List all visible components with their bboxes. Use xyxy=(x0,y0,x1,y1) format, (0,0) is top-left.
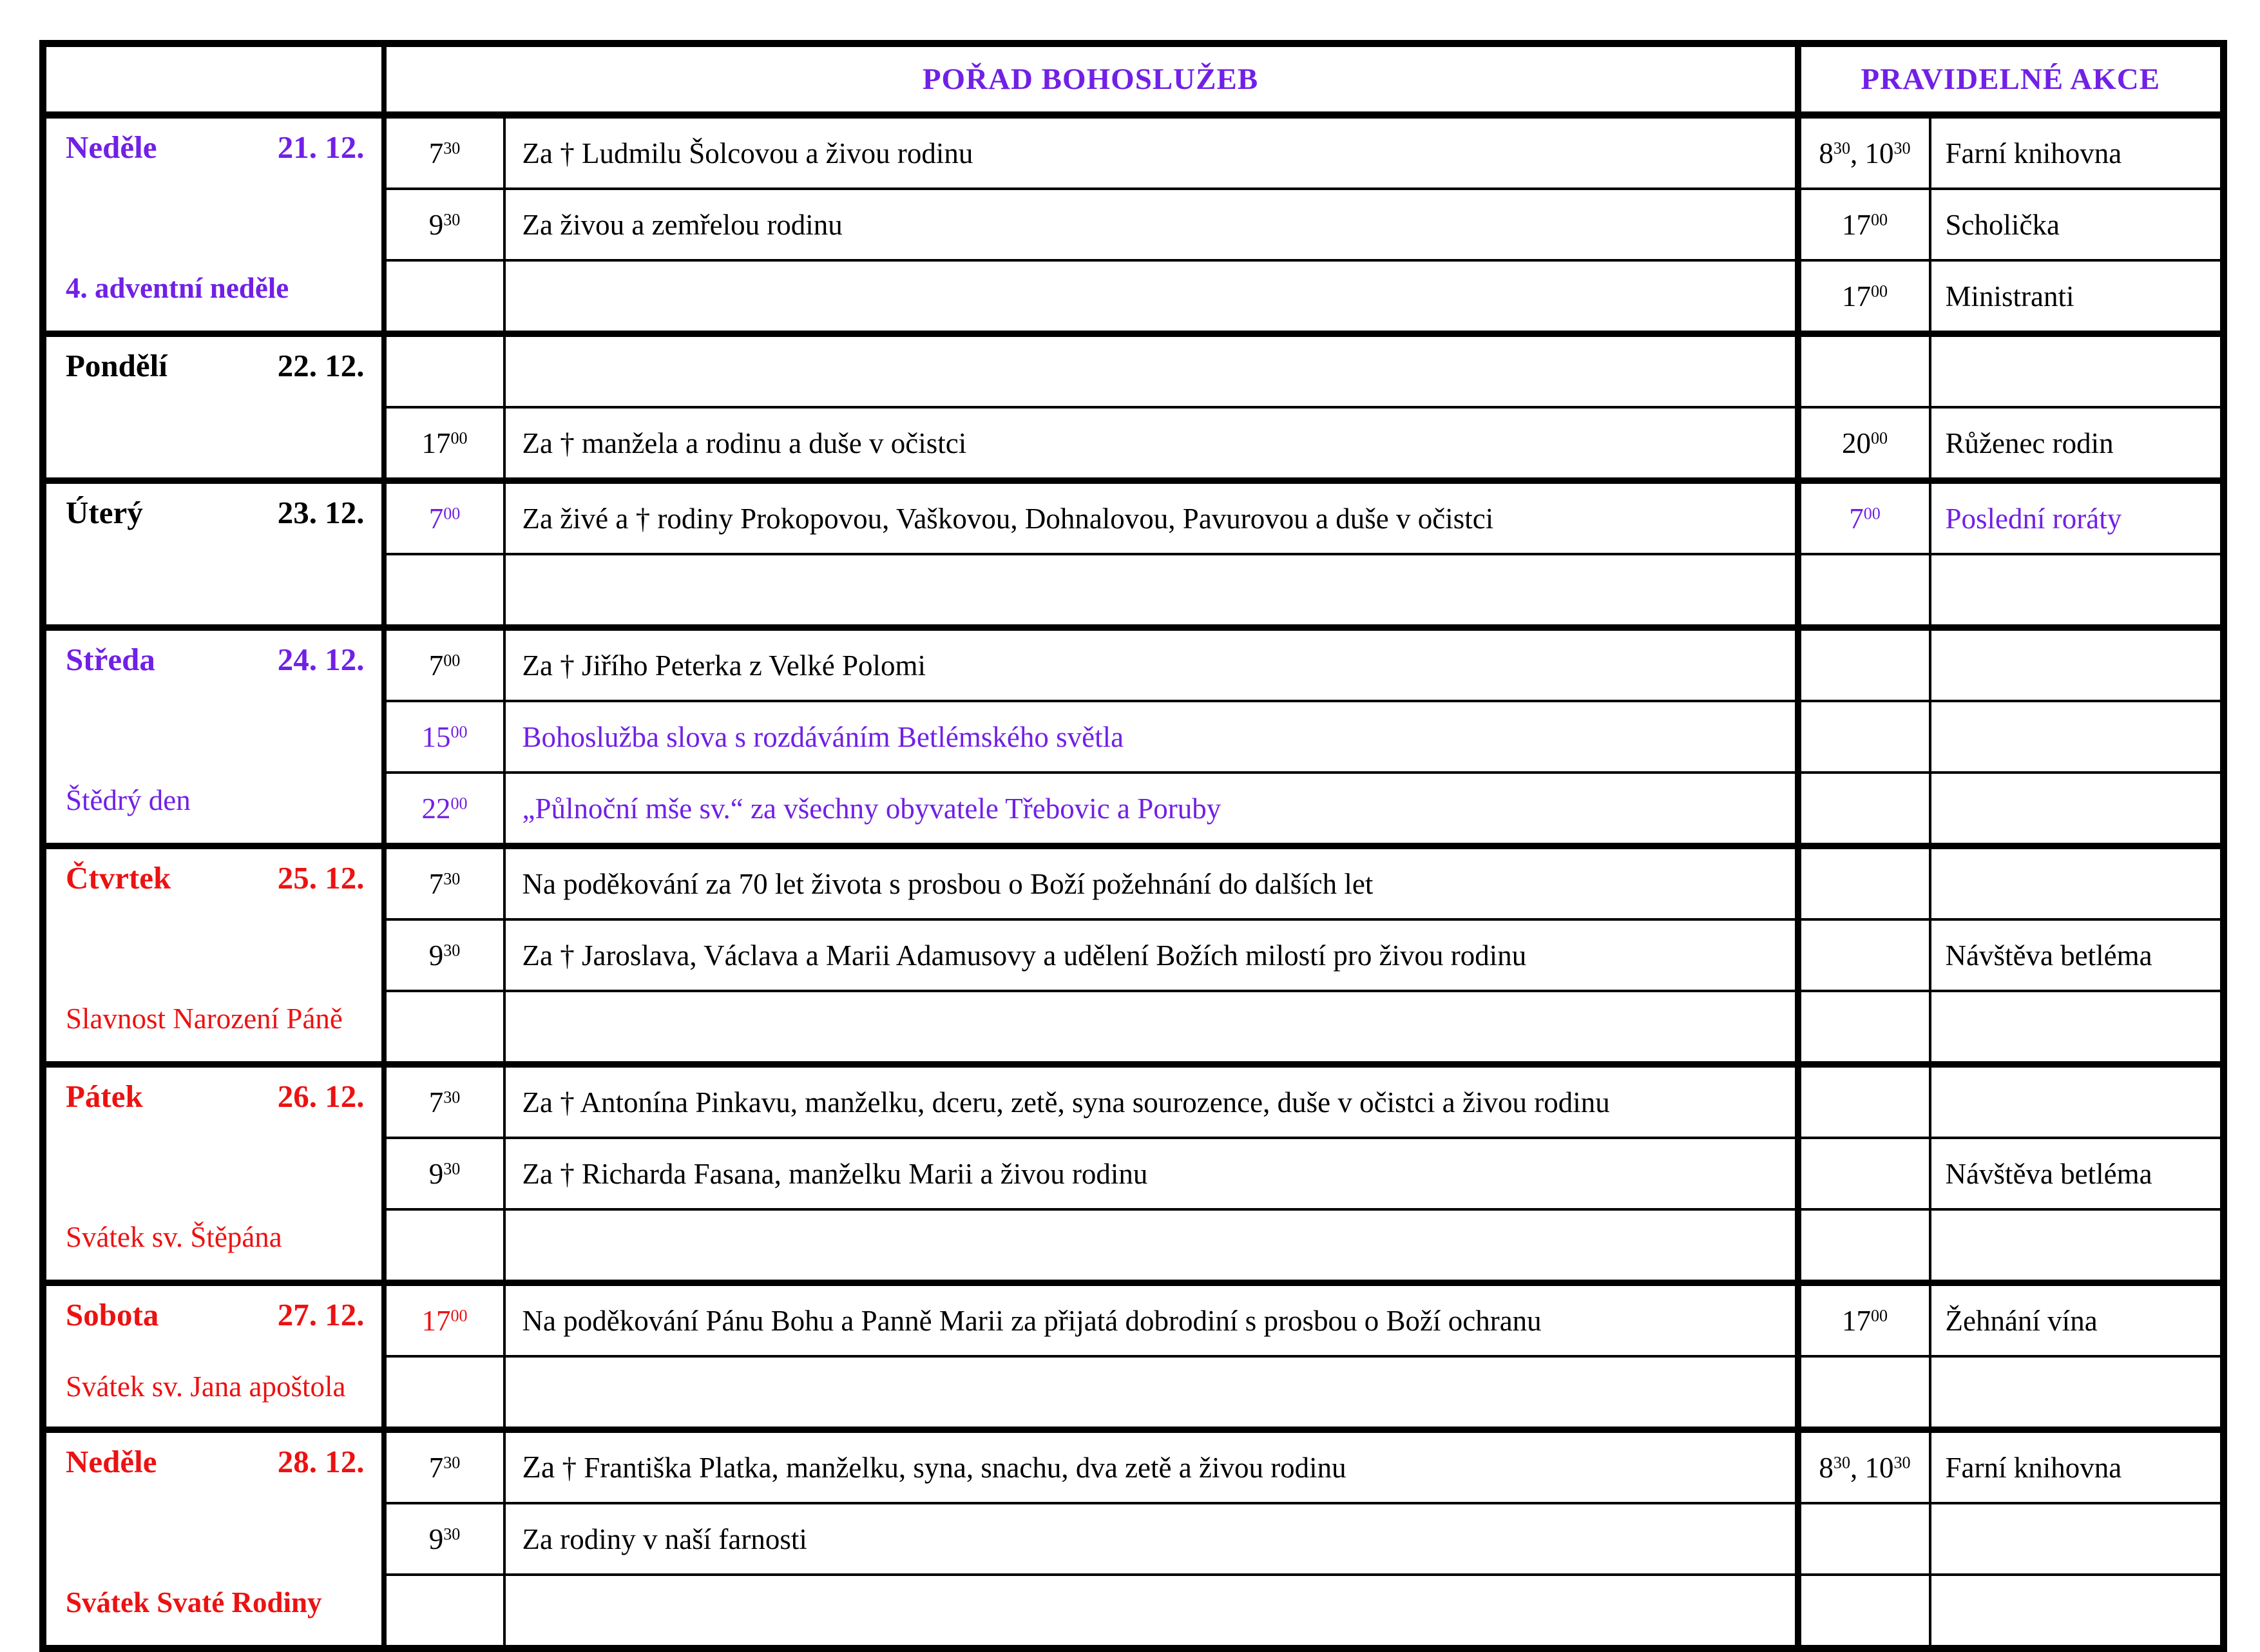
time-minutes-superscript: 00 xyxy=(1863,504,1881,523)
day-cell-content xyxy=(46,119,381,309)
time-minutes-superscript: 00 xyxy=(1870,428,1888,448)
event-time xyxy=(1798,554,1930,628)
event-time xyxy=(1798,773,1930,846)
schedule-header: POŘAD BOHOSLUŽEB xyxy=(384,44,1798,115)
day-header-line xyxy=(66,860,365,896)
event-time: $17^{00}$ xyxy=(1798,260,1930,334)
mass-time: $7^{30}$ xyxy=(384,846,504,919)
day-name: Úterý xyxy=(66,495,143,530)
time-minutes-superscript: 00 xyxy=(443,651,461,670)
mass-time: $7^{30}$ xyxy=(384,1430,504,1503)
mass-intention: Bohoslužba slova s rozdáváním Betlémského světla xyxy=(504,701,1798,773)
day-cell xyxy=(43,1064,384,1283)
time-minutes-superscript: 00 xyxy=(1870,210,1888,229)
day-feast: Slavnost Narození Páně xyxy=(66,1002,343,1035)
schedule-row xyxy=(43,481,2224,554)
day-name: Pátek xyxy=(66,1079,143,1114)
mass-intention xyxy=(504,991,1798,1064)
event-time: $8^{30}$, $10^{30}$ xyxy=(1798,1430,1930,1503)
event-label xyxy=(1930,1575,2224,1649)
event-label xyxy=(1930,846,2224,919)
event-label: Poslední roráty xyxy=(1930,481,2224,554)
day-cell xyxy=(43,115,384,334)
mass-intention: Na poděkování za 70 let života s prosbou o Boží požehnání do dalších let xyxy=(504,846,1798,919)
event-time xyxy=(1798,919,1930,991)
mass-time: $9^{30}$ xyxy=(384,1138,504,1209)
mass-time xyxy=(384,554,504,628)
day-name: Pondělí xyxy=(66,348,168,383)
day-name: Neděle xyxy=(66,1444,157,1479)
event-time xyxy=(1798,1209,1930,1283)
mass-intention xyxy=(504,1209,1798,1283)
event-label: Farní knihovna xyxy=(1930,1430,2224,1503)
mass-intention xyxy=(504,554,1798,628)
mass-intention: Za † Richarda Fasana, manželku Marii a živou rodinu xyxy=(504,1138,1798,1209)
mass-time: $9^{30}$ xyxy=(384,189,504,260)
mass-intention: Za † Ludmilu Šolcovou a živou rodinu xyxy=(504,115,1798,189)
schedule-row xyxy=(43,846,2224,919)
time-minutes-superscript: 30 xyxy=(443,941,461,960)
event-label xyxy=(1930,334,2224,407)
event-label xyxy=(1930,1503,2224,1575)
mass-intention xyxy=(504,1575,1798,1649)
day-cell-content xyxy=(46,484,381,605)
day-date: 28. 12. xyxy=(277,1444,365,1479)
mass-intention: Za živé a † rodiny Prokopovou, Vaškovou, Dohnalovou, Pavurovou a duše v očistci xyxy=(504,481,1798,554)
mass-time: $7^{30}$ xyxy=(384,115,504,189)
time-minutes-superscript: 30 xyxy=(443,1453,461,1472)
day-date: 21. 12. xyxy=(277,130,365,165)
header-row xyxy=(43,44,2224,115)
day-header-line xyxy=(66,347,365,384)
schedule-row xyxy=(43,115,2224,189)
event-label: Růženec rodin xyxy=(1930,407,2224,481)
time-minutes-superscript: 00 xyxy=(450,722,468,742)
time-minutes-superscript: 30 xyxy=(443,210,461,229)
event-label xyxy=(1930,1209,2224,1283)
day-name: Sobota xyxy=(66,1297,159,1332)
mass-time: $9^{30}$ xyxy=(384,919,504,991)
day-cell xyxy=(43,1430,384,1649)
day-date: 27. 12. xyxy=(277,1297,365,1332)
event-time: $20^{00}$ xyxy=(1798,407,1930,481)
day-cell-content xyxy=(46,631,381,821)
day-feast: 4. adventní neděle xyxy=(66,271,289,304)
event-label xyxy=(1930,1356,2224,1430)
day-cell-content xyxy=(46,1433,381,1623)
day-date: 26. 12. xyxy=(277,1079,365,1114)
time-minutes-superscript: 30 xyxy=(443,1524,461,1544)
day-feast: Svátek Svaté Rodiny xyxy=(66,1586,322,1618)
time-minutes-superscript: 30 xyxy=(1833,139,1850,158)
mass-time: $7^{00}$ xyxy=(384,628,504,701)
schedule-row xyxy=(43,334,2224,407)
mass-intention: Na poděkování Pánu Bohu a Panně Marii za přijatá dobrodiní s prosbou o Boží ochranu xyxy=(504,1283,1798,1356)
time-minutes-superscript: 00 xyxy=(450,1306,468,1325)
day-date: 22. 12. xyxy=(277,348,365,383)
event-label: Návštěva betléma xyxy=(1930,919,2224,991)
time-minutes-superscript: 30 xyxy=(443,869,461,888)
mass-intention: Za † Františka Platka, manželku, syna, snachu, dva zetě a živou rodinu xyxy=(504,1430,1798,1503)
mass-time xyxy=(384,1356,504,1430)
schedule-table xyxy=(39,40,2227,1652)
day-cell-content xyxy=(46,1286,381,1407)
day-cell xyxy=(43,481,384,628)
time-minutes-superscript: 00 xyxy=(450,428,468,448)
event-time xyxy=(1798,991,1930,1064)
time-minutes-superscript: 00 xyxy=(1870,282,1888,301)
time-minutes-superscript: 00 xyxy=(450,794,468,813)
event-label xyxy=(1930,1064,2224,1138)
event-time xyxy=(1798,1503,1930,1575)
mass-intention: Za † Jiřího Peterka z Velké Polomi xyxy=(504,628,1798,701)
day-header-line xyxy=(66,129,365,166)
day-cell-content xyxy=(46,1068,381,1258)
mass-intention xyxy=(504,334,1798,407)
event-time xyxy=(1798,1138,1930,1209)
time-minutes-superscript: 30 xyxy=(443,1159,461,1178)
mass-time: $9^{30}$ xyxy=(384,1503,504,1575)
day-header-line xyxy=(66,1078,365,1115)
time-minutes-superscript: 30 xyxy=(443,1088,461,1107)
event-label: Farní knihovna xyxy=(1930,115,2224,189)
time-minutes-superscript: 30 xyxy=(1893,1453,1911,1472)
time-minutes-superscript: 00 xyxy=(1870,1306,1888,1325)
mass-time: $17^{00}$ xyxy=(384,1283,504,1356)
mass-time: $15^{00}$ xyxy=(384,701,504,773)
time-minutes-superscript: 30 xyxy=(1833,1453,1850,1472)
event-time xyxy=(1798,1064,1930,1138)
mass-time: $17^{00}$ xyxy=(384,407,504,481)
event-label: Žehnání vína xyxy=(1930,1283,2224,1356)
day-cell xyxy=(43,628,384,846)
day-header-line xyxy=(66,1443,365,1480)
event-time: $17^{00}$ xyxy=(1798,189,1930,260)
event-time: $7^{00}$ xyxy=(1798,481,1930,554)
event-label: Návštěva betléma xyxy=(1930,1138,2224,1209)
event-label xyxy=(1930,554,2224,628)
mass-intention: „Půlnoční mše sv.“ za všechny obyvatele Třebovic a Poruby xyxy=(504,773,1798,846)
day-date: 25. 12. xyxy=(277,860,365,896)
schedule-row xyxy=(43,1283,2224,1356)
mass-time xyxy=(384,334,504,407)
day-name: Středa xyxy=(66,642,155,677)
time-minutes-superscript: 30 xyxy=(443,139,461,158)
mass-intention: Za rodiny v naší farnosti xyxy=(504,1503,1798,1575)
day-feast: Štědrý den xyxy=(66,783,191,816)
day-cell xyxy=(43,846,384,1064)
day-cell-content xyxy=(46,849,381,1039)
mass-intention: Za živou a zemřelou rodinu xyxy=(504,189,1798,260)
event-time: $8^{30}$, $10^{30}$ xyxy=(1798,115,1930,189)
event-time xyxy=(1798,701,1930,773)
mass-intention: Za † Jaroslava, Václava a Marii Adamusovy a udělení Božích milostí pro živou rodinu xyxy=(504,919,1798,991)
day-feast: Svátek sv. Štěpána xyxy=(66,1220,282,1253)
mass-time xyxy=(384,991,504,1064)
mass-time: $22^{00}$ xyxy=(384,773,504,846)
events-header: PRAVIDELNÉ AKCE xyxy=(1798,44,2224,115)
event-time xyxy=(1798,1356,1930,1430)
mass-time xyxy=(384,1575,504,1649)
day-date: 23. 12. xyxy=(277,495,365,530)
event-label xyxy=(1930,701,2224,773)
day-cell xyxy=(43,334,384,481)
day-header-line xyxy=(66,641,365,678)
time-minutes-superscript: 30 xyxy=(1893,139,1911,158)
mass-intention xyxy=(504,1356,1798,1430)
time-minutes-superscript: 00 xyxy=(443,504,461,523)
day-header-line xyxy=(66,1296,365,1333)
event-time xyxy=(1798,334,1930,407)
day-cell-content xyxy=(46,337,381,458)
event-label: Ministranti xyxy=(1930,260,2224,334)
event-time xyxy=(1798,846,1930,919)
schedule-row xyxy=(43,1430,2224,1503)
event-label: Scholička xyxy=(1930,189,2224,260)
schedule-row xyxy=(43,628,2224,701)
day-name: Čtvrtek xyxy=(66,860,171,896)
mass-intention: Za † Antonína Pinkavu, manželku, dceru, zetě, syna sourozence, duše v očistci a živou rodinu xyxy=(504,1064,1798,1138)
mass-time xyxy=(384,260,504,334)
schedule-row xyxy=(43,1064,2224,1138)
mass-time: $7^{00}$ xyxy=(384,481,504,554)
header-day-cell xyxy=(43,44,384,115)
day-cell xyxy=(43,1283,384,1430)
event-label xyxy=(1930,773,2224,846)
day-feast: Svátek sv. Jana apoštola xyxy=(66,1370,346,1403)
day-date: 24. 12. xyxy=(277,642,365,677)
event-time xyxy=(1798,628,1930,701)
event-label xyxy=(1930,628,2224,701)
event-label xyxy=(1930,991,2224,1064)
mass-intention xyxy=(504,260,1798,334)
intention-prefix: Za xyxy=(522,1450,555,1484)
schedule-sheet xyxy=(39,40,2227,1652)
mass-time xyxy=(384,1209,504,1283)
mass-intention: Za † manžela a rodinu a duše v očistci xyxy=(504,407,1798,481)
day-header-line xyxy=(66,494,365,531)
day-name: Neděle xyxy=(66,130,157,165)
event-time xyxy=(1798,1575,1930,1649)
mass-time: $7^{30}$ xyxy=(384,1064,504,1138)
event-time: $17^{00}$ xyxy=(1798,1283,1930,1356)
